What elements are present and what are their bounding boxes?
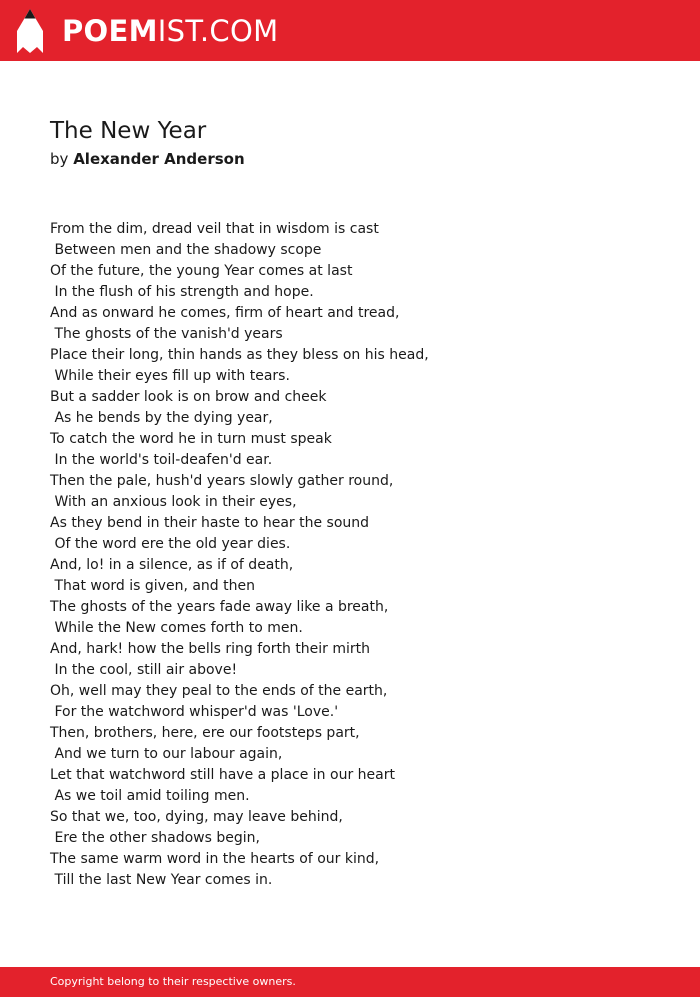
poem-line: Then the pale, hush'd years slowly gather round, bbox=[50, 473, 394, 489]
site-logo[interactable] bbox=[62, 13, 278, 49]
poem-line: The same warm word in the hearts of our kind, bbox=[50, 851, 380, 867]
poem-line: As we toil amid toiling men. bbox=[50, 788, 250, 804]
poem-line: Between men and the shadowy scope bbox=[50, 242, 322, 258]
poem-line: While the New comes forth to men. bbox=[50, 620, 303, 636]
poem-line: So that we, too, dying, may leave behind, bbox=[50, 809, 343, 825]
poem-line: From the dim, dread veil that in wisdom is cast bbox=[50, 221, 379, 237]
poem-line: In the flush of his strength and hope. bbox=[50, 284, 314, 300]
poem-line: The ghosts of the years fade away like a breath, bbox=[50, 599, 389, 615]
poem-line: Of the future, the young Year comes at last bbox=[50, 263, 353, 279]
poem-line: That word is given, and then bbox=[50, 578, 255, 594]
poem-line: Ere the other shadows begin, bbox=[50, 830, 260, 846]
poem-line: In the world's toil-deafen'd ear. bbox=[50, 452, 273, 468]
poem-line: For the watchword whisper'd was 'Love.' bbox=[50, 704, 339, 720]
pencil-tip-icon bbox=[17, 9, 43, 53]
poem-line: As he bends by the dying year, bbox=[50, 410, 273, 426]
poem-line: And we turn to our labour again, bbox=[50, 746, 283, 762]
poem-body bbox=[50, 219, 650, 891]
poem-line: Till the last New Year comes in. bbox=[50, 872, 273, 888]
poem-line: But a sadder look is on brow and cheek bbox=[50, 389, 327, 405]
by-label: by bbox=[50, 150, 69, 168]
poem-line: Oh, well may they peal to the ends of the earth, bbox=[50, 683, 388, 699]
poem-line: And, hark! how the bells ring forth their mirth bbox=[50, 641, 371, 657]
poem-line: Of the word ere the old year dies. bbox=[50, 536, 291, 552]
poem-line: Then, brothers, here, ere our footsteps part, bbox=[50, 725, 360, 741]
author-name: Alexander Anderson bbox=[73, 150, 245, 168]
copyright-text: Copyright belong to their respective owners. bbox=[50, 975, 296, 988]
brand-bold: POEM bbox=[62, 14, 158, 48]
poem-line: Place their long, thin hands as they bless on his head, bbox=[50, 347, 429, 363]
poem-line: And, lo! in a silence, as if of death, bbox=[50, 557, 294, 573]
poem-line: While their eyes fill up with tears. bbox=[50, 368, 290, 384]
poem-title: The New Year bbox=[50, 118, 207, 144]
site-header bbox=[0, 0, 700, 61]
brand-light: IST.COM bbox=[157, 14, 279, 48]
poem-line: To catch the word he in turn must speak bbox=[50, 431, 332, 447]
poem-byline bbox=[50, 149, 245, 169]
site-footer bbox=[0, 967, 700, 997]
poem-line: With an anxious look in their eyes, bbox=[50, 494, 297, 510]
poem-line: In the cool, still air above! bbox=[50, 662, 238, 678]
poem-line: As they bend in their haste to hear the sound bbox=[50, 515, 370, 531]
poem-line: The ghosts of the vanish'd years bbox=[50, 326, 283, 342]
poem-line: Let that watchword still have a place in our heart bbox=[50, 767, 395, 783]
poem-line: And as onward he comes, firm of heart and tread, bbox=[50, 305, 400, 321]
